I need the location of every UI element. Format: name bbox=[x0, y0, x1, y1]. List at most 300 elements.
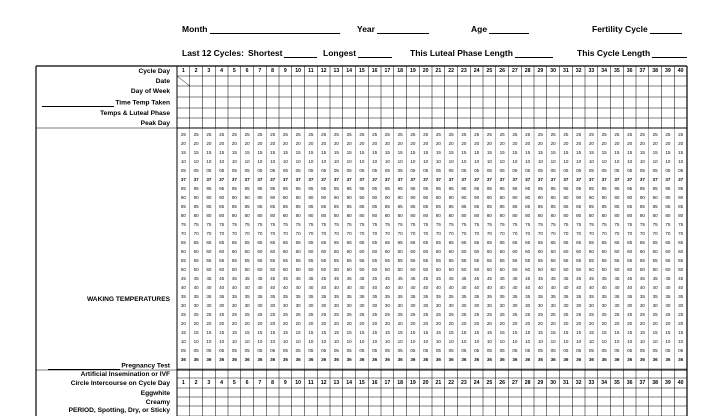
temperature-cell: 75 bbox=[410, 222, 416, 227]
temperature-cell: 05 bbox=[678, 168, 684, 173]
temperature-cell: 80 bbox=[550, 213, 556, 218]
intercourse-day-number: 33 bbox=[588, 380, 595, 386]
pregnancy-test-blank[interactable] bbox=[48, 363, 120, 370]
temperature-cell: 20 bbox=[346, 141, 352, 146]
temperature-cell: 60 bbox=[627, 249, 633, 254]
temperature-cell: 90 bbox=[206, 195, 212, 200]
temperature-cell: 20 bbox=[321, 321, 327, 326]
temperature-cell: 05 bbox=[359, 348, 365, 353]
temperature-cell: 35 bbox=[180, 294, 186, 299]
temperature-cell: 35 bbox=[486, 294, 492, 299]
temperature-cell: 90 bbox=[308, 195, 314, 200]
temperature-cell: 90 bbox=[384, 195, 390, 200]
temperature-cell: 10 bbox=[499, 159, 505, 164]
temperature-cell: 20 bbox=[576, 141, 582, 146]
temperature-cell: 05 bbox=[576, 348, 582, 353]
temperature-cell: 15 bbox=[563, 150, 569, 155]
temperature-cell: 70 bbox=[231, 231, 237, 236]
temperature-cell: 80 bbox=[576, 213, 582, 218]
age-label: Age bbox=[471, 24, 488, 34]
temperature-cell: 25 bbox=[435, 312, 441, 317]
temperature-cell: 40 bbox=[639, 285, 645, 290]
temperature-cell: 37 bbox=[461, 177, 467, 182]
intercourse-day-number: 21 bbox=[435, 380, 442, 386]
temperature-cell: 55 bbox=[282, 258, 288, 263]
intercourse-day-number: 15 bbox=[358, 380, 365, 386]
temperature-cell: 10 bbox=[588, 159, 594, 164]
temperature-cell: 15 bbox=[499, 330, 505, 335]
temperature-cell: 10 bbox=[512, 339, 518, 344]
temperature-cell: 65 bbox=[563, 240, 569, 245]
temperature-cell: 75 bbox=[639, 222, 645, 227]
temperature-cell: 50 bbox=[474, 267, 480, 272]
temperature-cell: 35 bbox=[333, 294, 339, 299]
temperature-cell: 20 bbox=[652, 321, 658, 326]
temperature-cell: 45 bbox=[563, 276, 569, 281]
temperature-cell: 05 bbox=[665, 348, 671, 353]
temperature-cell: 25 bbox=[614, 132, 620, 137]
temperature-cell: 65 bbox=[627, 240, 633, 245]
row-label-date: Date bbox=[155, 78, 170, 85]
temperature-cell: 10 bbox=[308, 159, 314, 164]
temperature-cell: 45 bbox=[652, 276, 658, 281]
temperature-cell: 15 bbox=[295, 330, 301, 335]
temperature-cell: 05 bbox=[231, 168, 237, 173]
temperature-cell: 20 bbox=[550, 141, 556, 146]
temperature-cell: 20 bbox=[206, 141, 212, 146]
intercourse-day-number: 1 bbox=[181, 380, 185, 386]
temperature-cell: 65 bbox=[321, 240, 327, 245]
intercourse-day-number: 18 bbox=[397, 380, 404, 386]
temperature-cell: 10 bbox=[525, 159, 531, 164]
temperature-cell: 10 bbox=[486, 159, 492, 164]
temperature-cell: 05 bbox=[270, 168, 276, 173]
temperature-cell: 85 bbox=[333, 204, 339, 209]
temperature-cell: 30 bbox=[397, 303, 403, 308]
temperature-cell: 30 bbox=[537, 303, 543, 308]
temperature-cell: 85 bbox=[588, 204, 594, 209]
temperature-cell: 60 bbox=[397, 249, 403, 254]
temperature-cell: 75 bbox=[193, 222, 199, 227]
temperature-cell: 05 bbox=[193, 348, 199, 353]
temperature-cell: 65 bbox=[282, 240, 288, 245]
temperature-cell: 95 bbox=[333, 186, 339, 191]
temperature-cell: 50 bbox=[231, 267, 237, 272]
temperature-cell: 95 bbox=[588, 186, 594, 191]
temperature-cell: 75 bbox=[180, 222, 186, 227]
temperature-cell: 20 bbox=[193, 321, 199, 326]
row-label-waking-temps: WAKING TEMPERATURES bbox=[86, 296, 170, 303]
temperature-cell: 36 bbox=[372, 357, 378, 362]
temperature-cell: 25 bbox=[244, 312, 250, 317]
temperature-cell: 65 bbox=[359, 240, 365, 245]
temperature-cell: 15 bbox=[372, 330, 378, 335]
temperature-cell: 05 bbox=[397, 168, 403, 173]
temperature-cell: 35 bbox=[665, 294, 671, 299]
temperature-cell: 25 bbox=[525, 312, 531, 317]
temperature-cell: 80 bbox=[372, 213, 378, 218]
temperature-cell: 15 bbox=[550, 330, 556, 335]
temperature-cell: 10 bbox=[295, 159, 301, 164]
temperature-cell: 45 bbox=[270, 276, 276, 281]
temperature-cell: 95 bbox=[346, 186, 352, 191]
temperature-cell: 25 bbox=[270, 132, 276, 137]
temperature-cell: 85 bbox=[423, 204, 429, 209]
temperature-cell: 30 bbox=[346, 303, 352, 308]
temperature-cell: 10 bbox=[244, 159, 250, 164]
temperature-cell: 45 bbox=[384, 276, 390, 281]
temperature-cell: 50 bbox=[588, 267, 594, 272]
temperature-cell: 45 bbox=[448, 276, 454, 281]
temperature-cell: 15 bbox=[588, 330, 594, 335]
temperature-cell: 90 bbox=[486, 195, 492, 200]
temperature-cell: 37 bbox=[180, 177, 186, 182]
temperature-cell: 65 bbox=[537, 240, 543, 245]
temperature-cell: 80 bbox=[295, 213, 301, 218]
temperature-cell: 65 bbox=[639, 240, 645, 245]
temperature-cell: 70 bbox=[308, 231, 314, 236]
temperature-cell: 50 bbox=[563, 267, 569, 272]
temperature-cell: 65 bbox=[525, 240, 531, 245]
temperature-cell: 55 bbox=[601, 258, 607, 263]
cycle-day-number: 17 bbox=[384, 68, 391, 74]
temperature-cell: 05 bbox=[512, 168, 518, 173]
temperature-cell: 10 bbox=[180, 339, 186, 344]
temperature-cell: 70 bbox=[486, 231, 492, 236]
temperature-cell: 80 bbox=[486, 213, 492, 218]
temperature-cell: 65 bbox=[486, 240, 492, 245]
time-temp-blank[interactable] bbox=[42, 100, 114, 107]
temperature-cell: 40 bbox=[231, 285, 237, 290]
temperature-cell: 25 bbox=[193, 132, 199, 137]
temperature-cell: 65 bbox=[346, 240, 352, 245]
temperature-cell: 65 bbox=[614, 240, 620, 245]
temperature-cell: 25 bbox=[410, 132, 416, 137]
temperature-cell: 37 bbox=[359, 177, 365, 182]
temperature-cell: 10 bbox=[295, 339, 301, 344]
temperature-cell: 35 bbox=[410, 294, 416, 299]
temperature-cell: 95 bbox=[282, 186, 288, 191]
temperature-cell: 10 bbox=[550, 159, 556, 164]
temperature-cell: 55 bbox=[550, 258, 556, 263]
cycle-day-number: 18 bbox=[397, 68, 404, 74]
temperature-cell: 20 bbox=[614, 321, 620, 326]
temperature-cell: 40 bbox=[423, 285, 429, 290]
temperature-cell: 30 bbox=[231, 303, 237, 308]
temperature-cell: 70 bbox=[512, 231, 518, 236]
temperature-cell: 36 bbox=[678, 357, 684, 362]
temperature-cell: 40 bbox=[678, 285, 684, 290]
temperature-cell: 45 bbox=[588, 276, 594, 281]
temperature-cell: 75 bbox=[219, 222, 225, 227]
temperature-cell: 85 bbox=[270, 204, 276, 209]
temperature-cell: 10 bbox=[231, 339, 237, 344]
temperature-cell: 80 bbox=[652, 213, 658, 218]
temperature-cell: 50 bbox=[219, 267, 225, 272]
temperature-cell: 45 bbox=[550, 276, 556, 281]
temperature-cell: 85 bbox=[180, 204, 186, 209]
temperature-cell: 20 bbox=[180, 141, 186, 146]
temperature-cell: 55 bbox=[231, 258, 237, 263]
temperature-cell: 05 bbox=[499, 168, 505, 173]
temperature-cell: 05 bbox=[665, 168, 671, 173]
temperature-cell: 37 bbox=[231, 177, 237, 182]
temperature-cell: 25 bbox=[461, 312, 467, 317]
temperature-cell: 10 bbox=[282, 339, 288, 344]
temperature-cell: 60 bbox=[652, 249, 658, 254]
cycle-day-number: 16 bbox=[371, 68, 378, 74]
temperature-cell: 55 bbox=[563, 258, 569, 263]
temperature-cell: 40 bbox=[193, 285, 199, 290]
temperature-cell: 36 bbox=[652, 357, 658, 362]
intercourse-day-number: 4 bbox=[220, 380, 224, 386]
temperature-cell: 15 bbox=[461, 150, 467, 155]
temperature-cell: 60 bbox=[639, 249, 645, 254]
cycle-day-number: 35 bbox=[613, 68, 620, 74]
temperature-cell: 90 bbox=[601, 195, 607, 200]
temperature-cell: 35 bbox=[193, 294, 199, 299]
temperature-cell: 40 bbox=[333, 285, 339, 290]
temperature-cell: 85 bbox=[474, 204, 480, 209]
temperature-cell: 80 bbox=[614, 213, 620, 218]
temperature-cell: 80 bbox=[219, 213, 225, 218]
temperature-cell: 85 bbox=[295, 204, 301, 209]
temperature-cell: 55 bbox=[588, 258, 594, 263]
temperature-cell: 45 bbox=[219, 276, 225, 281]
temperature-cell: 20 bbox=[397, 141, 403, 146]
temperature-cell: 95 bbox=[295, 186, 301, 191]
temperature-cell: 15 bbox=[282, 330, 288, 335]
temperature-cell: 25 bbox=[219, 312, 225, 317]
temperature-cell: 65 bbox=[397, 240, 403, 245]
intercourse-day-number: 17 bbox=[384, 380, 391, 386]
temperature-cell: 20 bbox=[537, 141, 543, 146]
temperature-cell: 05 bbox=[219, 348, 225, 353]
temperature-cell: 85 bbox=[627, 204, 633, 209]
temperature-cell: 05 bbox=[639, 348, 645, 353]
temperature-cell: 20 bbox=[257, 321, 263, 326]
temperature-cell: 50 bbox=[550, 267, 556, 272]
temperature-cell: 10 bbox=[410, 339, 416, 344]
intercourse-day-number: 20 bbox=[422, 380, 429, 386]
temperature-cell: 90 bbox=[397, 195, 403, 200]
temperature-cell: 50 bbox=[346, 267, 352, 272]
temperature-cell: 80 bbox=[244, 213, 250, 218]
temperature-cell: 37 bbox=[678, 177, 684, 182]
temperature-cell: 15 bbox=[537, 150, 543, 155]
temperature-cell: 05 bbox=[206, 168, 212, 173]
temperature-cell: 20 bbox=[678, 141, 684, 146]
temperature-cell: 25 bbox=[525, 132, 531, 137]
temperature-cell: 25 bbox=[282, 312, 288, 317]
temperature-cell: 36 bbox=[461, 357, 467, 362]
temperature-cell: 15 bbox=[410, 150, 416, 155]
temperature-cell: 20 bbox=[576, 321, 582, 326]
temperature-cell: 45 bbox=[372, 276, 378, 281]
temperature-cell: 15 bbox=[474, 330, 480, 335]
temperature-cell: 25 bbox=[678, 312, 684, 317]
temperature-cell: 05 bbox=[180, 348, 186, 353]
temperature-cell: 37 bbox=[486, 177, 492, 182]
temperature-cell: 35 bbox=[244, 294, 250, 299]
cycle-day-number: 13 bbox=[333, 68, 340, 74]
temperature-cell: 60 bbox=[601, 249, 607, 254]
temperature-cell: 15 bbox=[537, 330, 543, 335]
temperature-cell: 70 bbox=[321, 231, 327, 236]
temperature-cell: 05 bbox=[219, 168, 225, 173]
temperature-cell: 37 bbox=[474, 177, 480, 182]
temperature-cell: 36 bbox=[474, 357, 480, 362]
temperature-cell: 50 bbox=[206, 267, 212, 272]
temperature-cell: 95 bbox=[257, 186, 263, 191]
temperature-cell: 15 bbox=[321, 330, 327, 335]
intercourse-day-number: 36 bbox=[626, 380, 633, 386]
temperature-cell: 25 bbox=[295, 132, 301, 137]
temperature-cell: 25 bbox=[665, 132, 671, 137]
temperature-cell: 55 bbox=[512, 258, 518, 263]
temperature-cell: 75 bbox=[550, 222, 556, 227]
temperature-cell: 95 bbox=[474, 186, 480, 191]
temperature-cell: 25 bbox=[499, 312, 505, 317]
temperature-cell: 10 bbox=[359, 159, 365, 164]
temperature-cell: 85 bbox=[206, 204, 212, 209]
temperature-cell: 36 bbox=[576, 357, 582, 362]
temperature-cell: 20 bbox=[678, 321, 684, 326]
temperature-cell: 50 bbox=[244, 267, 250, 272]
temperature-cell: 90 bbox=[652, 195, 658, 200]
temperature-cell: 55 bbox=[321, 258, 327, 263]
temperature-cell: 45 bbox=[627, 276, 633, 281]
temperature-cell: 20 bbox=[193, 141, 199, 146]
temperature-cell: 10 bbox=[270, 159, 276, 164]
temperature-cell: 25 bbox=[550, 132, 556, 137]
row-label-insemination: Artificial Insemination or IVF bbox=[80, 371, 170, 378]
temperature-cell: 40 bbox=[588, 285, 594, 290]
temperature-cell: 15 bbox=[678, 150, 684, 155]
temperature-cell: 95 bbox=[270, 186, 276, 191]
temperature-cell: 65 bbox=[550, 240, 556, 245]
temperature-cell: 15 bbox=[652, 150, 658, 155]
temperature-cell: 70 bbox=[639, 231, 645, 236]
temperature-cell: 15 bbox=[550, 150, 556, 155]
temperature-cell: 30 bbox=[601, 303, 607, 308]
temperature-cell: 70 bbox=[410, 231, 416, 236]
temperature-cell: 37 bbox=[588, 177, 594, 182]
intercourse-day-number: 37 bbox=[639, 380, 646, 386]
temperature-cell: 90 bbox=[639, 195, 645, 200]
temperature-cell: 90 bbox=[295, 195, 301, 200]
temperature-cell: 15 bbox=[231, 150, 237, 155]
temperature-cell: 60 bbox=[423, 249, 429, 254]
temperature-cell: 05 bbox=[448, 348, 454, 353]
temperature-cell: 45 bbox=[231, 276, 237, 281]
temperature-cell: 65 bbox=[665, 240, 671, 245]
temperature-cell: 40 bbox=[346, 285, 352, 290]
temperature-cell: 15 bbox=[372, 150, 378, 155]
temperature-cell: 90 bbox=[525, 195, 531, 200]
temperature-cell: 05 bbox=[563, 168, 569, 173]
temperature-cell: 05 bbox=[525, 348, 531, 353]
temperature-cell: 20 bbox=[525, 141, 531, 146]
temperature-cell: 60 bbox=[384, 249, 390, 254]
temperature-cell: 20 bbox=[206, 321, 212, 326]
temperature-cell: 65 bbox=[652, 240, 658, 245]
temperature-cell: 75 bbox=[384, 222, 390, 227]
temperature-cell: 05 bbox=[537, 168, 543, 173]
temperature-cell: 05 bbox=[270, 348, 276, 353]
temperature-cell: 20 bbox=[652, 141, 658, 146]
temperature-cell: 15 bbox=[588, 150, 594, 155]
temperature-cell: 10 bbox=[512, 159, 518, 164]
temperature-cell: 30 bbox=[282, 303, 288, 308]
temperature-cell: 15 bbox=[448, 150, 454, 155]
temperature-cell: 70 bbox=[244, 231, 250, 236]
temperature-cell: 20 bbox=[397, 321, 403, 326]
temperature-cell: 55 bbox=[474, 258, 480, 263]
temperature-cell: 55 bbox=[652, 258, 658, 263]
temperature-cell: 55 bbox=[576, 258, 582, 263]
cycle-day-number: 26 bbox=[499, 68, 506, 74]
temperature-cell: 40 bbox=[219, 285, 225, 290]
temperature-cell: 20 bbox=[461, 321, 467, 326]
temperature-cell: 55 bbox=[461, 258, 467, 263]
cycle-day-number: 29 bbox=[537, 68, 544, 74]
temperature-cell: 55 bbox=[244, 258, 250, 263]
temperature-cell: 75 bbox=[678, 222, 684, 227]
temperature-cell: 35 bbox=[627, 294, 633, 299]
temperature-cell: 65 bbox=[576, 240, 582, 245]
temperature-cell: 90 bbox=[588, 195, 594, 200]
temperature-cell: 05 bbox=[576, 168, 582, 173]
temperature-cell: 05 bbox=[295, 168, 301, 173]
temperature-cell: 15 bbox=[665, 150, 671, 155]
temperature-cell: 25 bbox=[180, 132, 186, 137]
temperature-cell: 40 bbox=[461, 285, 467, 290]
temperature-cell: 70 bbox=[550, 231, 556, 236]
temperature-cell: 95 bbox=[550, 186, 556, 191]
row-label-temps-luteal: Temps & Luteal Phase bbox=[100, 110, 170, 117]
row-label-time-temp: Time Temp Taken bbox=[40, 100, 170, 107]
temperature-cell: 36 bbox=[206, 357, 212, 362]
intercourse-day-number: 11 bbox=[308, 380, 314, 386]
temperature-cell: 95 bbox=[308, 186, 314, 191]
temperature-cell: 80 bbox=[270, 213, 276, 218]
temperature-cell: 45 bbox=[333, 276, 339, 281]
temperature-cell: 30 bbox=[384, 303, 390, 308]
temperature-cell: 36 bbox=[180, 357, 186, 362]
temperature-cell: 55 bbox=[537, 258, 543, 263]
temperature-cell: 20 bbox=[435, 141, 441, 146]
temperature-cell: 20 bbox=[282, 141, 288, 146]
temperature-cell: 05 bbox=[525, 168, 531, 173]
temperature-cell: 75 bbox=[652, 222, 658, 227]
temperature-cell: 70 bbox=[499, 231, 505, 236]
temperature-cell: 70 bbox=[295, 231, 301, 236]
temperature-cell: 70 bbox=[372, 231, 378, 236]
temperature-cell: 60 bbox=[614, 249, 620, 254]
temperature-cell: 95 bbox=[627, 186, 633, 191]
temperature-cell: 70 bbox=[180, 231, 186, 236]
temperature-cell: 10 bbox=[270, 339, 276, 344]
temperature-cell: 10 bbox=[333, 339, 339, 344]
temperature-cell: 15 bbox=[359, 330, 365, 335]
temperature-cell: 25 bbox=[537, 312, 543, 317]
temperature-cell: 55 bbox=[410, 258, 416, 263]
temperature-cell: 10 bbox=[665, 159, 671, 164]
temperature-cell: 80 bbox=[537, 213, 543, 218]
temperature-cell: 25 bbox=[231, 312, 237, 317]
temperature-cell: 15 bbox=[614, 150, 620, 155]
